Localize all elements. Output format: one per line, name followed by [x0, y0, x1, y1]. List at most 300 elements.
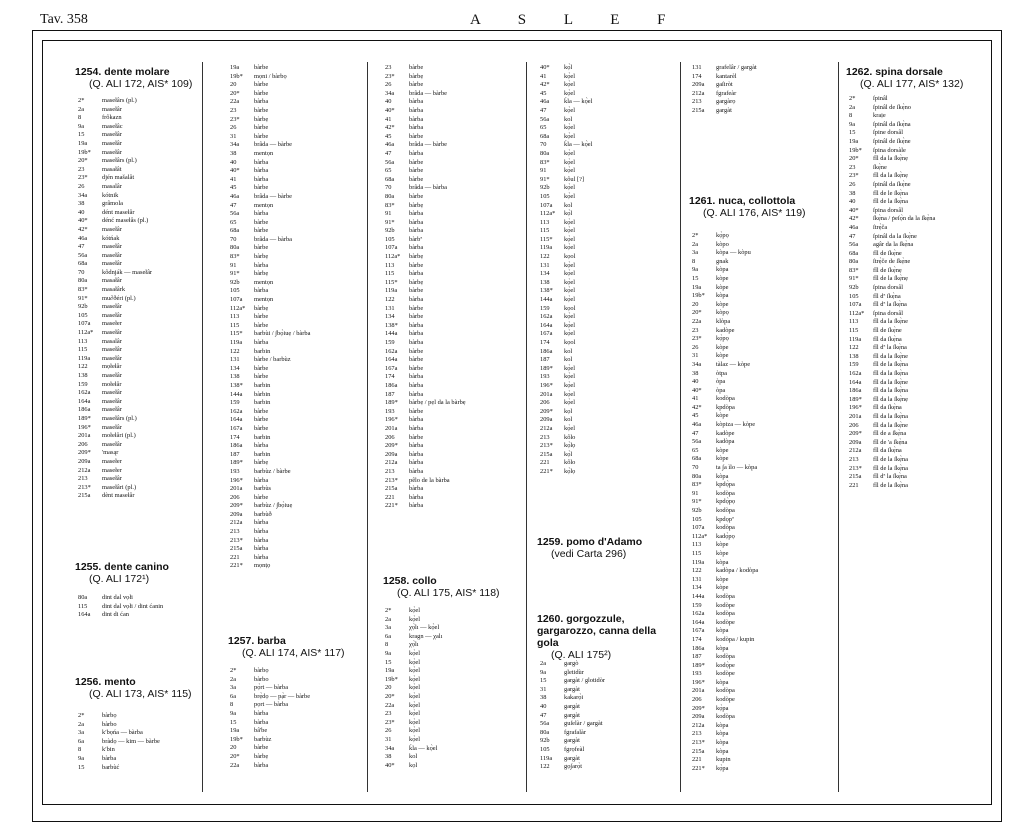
dialect-form: kol [564, 416, 573, 424]
dialect-form: bàrba [254, 98, 269, 106]
dialect-form: bàrbe [254, 124, 269, 132]
form-row [230, 296, 310, 305]
dialect-form: kọ̀el [564, 330, 576, 338]
locality-code: 189* [78, 414, 91, 422]
dialect-form: bàrbe [254, 106, 269, 114]
dialect-form: barbùs [254, 485, 272, 493]
locality-code: 40 [692, 378, 699, 386]
dialect-form: fîl dª la ſkẹ̀na [873, 301, 907, 309]
dialect-form: kol [564, 201, 573, 209]
locality-code: 212a [849, 447, 862, 455]
dialect-form: kọ̀el [564, 106, 576, 114]
dialect-form: kòpọ [716, 309, 729, 317]
locality-code: 15 [540, 677, 547, 685]
locality-code: 113 [540, 218, 550, 226]
form-row [692, 395, 758, 404]
dialect-form: pọrt — bàrba [254, 701, 289, 709]
dialect-form: masełâr [102, 311, 122, 319]
dialect-form: bàrbẹ [254, 459, 269, 467]
locality-code: 138 [540, 278, 550, 286]
locality-code: 212a [230, 519, 243, 527]
locality-code: 215a [692, 747, 705, 755]
entry-heading-1254 [75, 66, 192, 90]
dialect-form: kòpe [716, 584, 729, 592]
locality-code: 31 [230, 132, 237, 140]
dialect-form: kọ̀l [564, 64, 573, 71]
form-row [540, 296, 592, 305]
locality-code: 213 [230, 528, 240, 536]
locality-code: 189* [385, 399, 398, 407]
dialect-form: brâda — bàrbe [254, 141, 292, 149]
locality-code: 212a [692, 89, 705, 97]
form-row [540, 330, 592, 339]
dialect-form: bàrba [409, 373, 424, 381]
form-row [230, 141, 310, 150]
locality-code: 221* [230, 562, 243, 570]
form-row [78, 329, 152, 338]
locality-code: 119a [849, 335, 862, 343]
form-row [692, 670, 758, 679]
form-row [230, 210, 310, 219]
form-row [849, 344, 935, 353]
entry-1262-forms [849, 95, 935, 490]
form-row [230, 554, 310, 563]
form-row [540, 416, 592, 425]
form-row [385, 659, 442, 668]
dialect-form: bàrbª [409, 235, 423, 243]
locality-code: 2a [540, 660, 547, 667]
dialect-form: bàrbe [409, 347, 424, 355]
dialect-form: masalâr [102, 337, 122, 345]
locality-code: 19a [849, 137, 859, 145]
locality-code: 42* [692, 403, 702, 411]
dialect-form: mọnṭọ [254, 562, 271, 570]
form-row [849, 190, 935, 199]
locality-code: 91* [78, 294, 88, 302]
locality-code: 15 [385, 658, 392, 666]
locality-code: 107a [230, 296, 243, 304]
form-row [692, 679, 758, 688]
dialect-form: masałâr [102, 277, 122, 285]
locality-code: 221 [849, 481, 859, 489]
entry-1261-forms [692, 232, 758, 773]
locality-code: 68a [385, 175, 395, 183]
form-row [692, 387, 758, 396]
locality-code: 196* [78, 423, 91, 431]
form-row [385, 339, 466, 348]
form-row [385, 210, 466, 219]
dialect-form: òpa [716, 386, 726, 394]
form-row [78, 243, 152, 252]
dialect-form: bàrbe [254, 313, 269, 321]
form-row [540, 763, 605, 772]
locality-code: 46a [692, 421, 702, 429]
dialect-form: ſpinâl da ſkẹ̀ne [873, 180, 911, 188]
locality-code: 138* [230, 381, 243, 389]
form-row [78, 746, 160, 755]
dialect-form: mentọn [254, 278, 274, 286]
dialect-form: masełâr [102, 225, 122, 233]
form-row [385, 253, 466, 262]
locality-code: 65 [385, 167, 392, 175]
locality-code: 23 [385, 710, 392, 718]
dialect-form: kpdọ̀pa [716, 481, 735, 489]
entry-heading-1255 [75, 561, 169, 585]
dialect-form: fîl da la ſkẹ̀na [873, 387, 908, 395]
form-row [230, 416, 310, 425]
locality-code: 164a [540, 321, 553, 329]
entry-title: 1260. gorgozzule, gargarozzo, canna della gola [537, 613, 657, 649]
form-row [230, 90, 310, 99]
locality-code: 47 [540, 106, 547, 114]
form-row [230, 193, 310, 202]
dialect-form: bàrba [409, 115, 424, 123]
dialect-form: kantarèl [716, 72, 737, 80]
dialect-form: bàrba [254, 175, 269, 183]
locality-code: 34a [385, 89, 395, 97]
locality-code: 174 [692, 72, 702, 80]
dialect-form: masełâr [102, 148, 122, 156]
form-row [540, 746, 605, 755]
form-row [230, 339, 310, 348]
dialect-form: bàrba [254, 545, 269, 553]
locality-code: 65 [230, 218, 237, 226]
locality-code: 2a [849, 103, 856, 111]
dialect-form: òpa [716, 378, 726, 386]
dialect-form: kọ̀el [564, 227, 576, 235]
dialect-form: mentọn [254, 296, 274, 304]
dialect-form: kodọ̀pe [716, 661, 735, 669]
dialect-form: kọ̀el [564, 192, 576, 200]
form-row [385, 451, 466, 460]
dialect-form: fîl de la ſkẹ̀na [873, 455, 908, 463]
dialect-form: fîl da la ſkẹ̀na [873, 370, 908, 377]
form-row [78, 174, 152, 183]
form-row [230, 81, 310, 90]
dialect-form: kòpa [716, 678, 729, 686]
locality-code: 162a [78, 389, 91, 397]
dialect-form: fîl de la ſkẹ̀na [873, 198, 908, 206]
locality-code: 212a [540, 424, 553, 432]
form-row [230, 107, 310, 116]
form-row [78, 449, 152, 458]
form-row [385, 227, 466, 236]
locality-code: 115* [230, 330, 243, 338]
form-row [692, 550, 758, 559]
locality-code: 3a [230, 684, 237, 692]
locality-code: 131 [230, 356, 240, 364]
locality-code: 134 [692, 584, 702, 592]
form-row [540, 459, 592, 468]
form-row [385, 736, 442, 745]
form-row [692, 370, 758, 379]
locality-code: 80a [849, 258, 859, 266]
locality-code: 19a [230, 727, 240, 735]
form-row [385, 693, 442, 702]
form-row [692, 232, 758, 241]
dialect-form: barbùz / ∫bọ̀iuẹ [254, 502, 293, 510]
dialect-form: bàrba [409, 390, 424, 398]
dialect-form: fîl de la ſkẹ̀na [873, 361, 908, 369]
locality-code: 105 [78, 311, 88, 319]
form-row [230, 98, 310, 107]
dialect-form: kọol [564, 253, 576, 261]
column-divider [680, 62, 681, 792]
locality-code: 213* [78, 483, 91, 491]
form-row [78, 235, 152, 244]
form-row [230, 124, 310, 133]
dialect-form: kọ̀lọ [564, 467, 576, 475]
dialect-form: masełârs (pl.) [102, 97, 137, 104]
dialect-form: barbin [254, 347, 271, 355]
entry-title: 1255. dente canino [75, 561, 169, 573]
dialect-form: kodòpa [716, 653, 735, 661]
entry-reference: (Q. ALI 177, AIS* 132) [860, 78, 964, 90]
locality-code: 131 [385, 304, 395, 312]
locality-code: 134 [385, 313, 395, 321]
form-row [849, 121, 935, 130]
form-row [78, 603, 163, 612]
dialect-form: 'masąr [102, 449, 119, 457]
dialect-form: masełâr [102, 346, 122, 354]
form-row [230, 451, 310, 460]
entry-heading-1262 [846, 66, 963, 90]
dialect-form: bàrbe [254, 321, 269, 329]
locality-code: 144a [385, 330, 398, 338]
locality-code: 138* [540, 287, 553, 295]
locality-code: 115 [540, 227, 550, 235]
locality-code: 20* [849, 155, 859, 163]
form-row [78, 475, 152, 484]
locality-code: 144a [692, 592, 705, 600]
form-row [230, 736, 310, 745]
locality-code: 201a [78, 432, 91, 440]
dialect-form: bàrba [409, 98, 424, 106]
locality-code: 68a [692, 455, 702, 463]
locality-code: 91* [540, 175, 550, 183]
locality-code: 83* [692, 481, 702, 489]
locality-code: 45 [540, 89, 547, 97]
dialect-form: masełârs (pl.) [102, 414, 137, 422]
form-row [849, 361, 935, 370]
dialect-form: kadòpe [716, 326, 735, 334]
locality-code: 209a [230, 510, 243, 518]
locality-code: 31 [385, 735, 392, 743]
dialect-form: bàrba [102, 754, 117, 762]
locality-code: 41 [692, 395, 699, 403]
dialect-form: dènt masełâr [102, 492, 135, 500]
form-row [849, 224, 935, 233]
form-row [385, 745, 442, 754]
dialect-form: bàrba [409, 218, 424, 226]
form-row [692, 610, 758, 619]
locality-code: 22a [692, 317, 702, 325]
form-row [692, 292, 758, 301]
dialect-form: kọ̀el [409, 675, 421, 683]
form-row [540, 677, 605, 686]
form-row [540, 227, 592, 236]
dialect-form: bàrbe [409, 313, 424, 321]
locality-code: 46a [540, 98, 550, 106]
form-row [230, 133, 310, 142]
entry-heading-1261 [689, 195, 806, 219]
locality-code: 22a [230, 98, 240, 106]
form-row [78, 712, 160, 721]
locality-code: 159 [692, 601, 702, 609]
dialect-form: bàrbe [254, 89, 269, 97]
form-row [540, 737, 605, 746]
form-row [849, 430, 935, 439]
dialect-form: barbùð [254, 510, 272, 518]
dialect-form: bàrba [254, 519, 269, 527]
dialect-form: kòpe [716, 412, 729, 420]
locality-code: 3a [385, 624, 392, 632]
entry-heading-1258 [383, 575, 500, 599]
dialect-form: kọ̀el [409, 735, 421, 743]
dialect-form: kòpa — kòpu [716, 249, 751, 257]
locality-code: 22a [385, 701, 395, 709]
locality-code: 2* [692, 232, 699, 239]
locality-code: 119a [78, 354, 91, 362]
form-row [692, 516, 758, 525]
dialect-form: kodòpe [716, 601, 735, 609]
entry-title: 1261. nuca, collottola [689, 195, 796, 207]
dialect-form: fîl de la ſkẹ̀na [873, 481, 908, 489]
locality-code: 40 [385, 98, 392, 106]
locality-code: 34a [230, 141, 240, 149]
locality-code: 8 [230, 701, 234, 709]
locality-code: 112a* [78, 329, 94, 337]
dialect-form: ſpina dorsâl [873, 284, 903, 292]
entry-heading-1256 [75, 676, 192, 700]
form-row [692, 266, 758, 275]
locality-code: 23* [849, 172, 859, 180]
form-row [692, 455, 758, 464]
dialect-form: bàrba [409, 321, 424, 329]
form-row [849, 387, 935, 396]
form-row [692, 241, 758, 250]
form-row [230, 391, 310, 400]
locality-code: 119a [692, 558, 705, 566]
form-row [692, 602, 758, 611]
locality-code: 113 [230, 313, 240, 321]
locality-code: 91 [230, 261, 237, 269]
form-row [540, 262, 592, 271]
form-row [540, 244, 592, 253]
locality-code: 91 [540, 167, 547, 175]
form-row [692, 653, 758, 662]
form-row [78, 432, 152, 441]
form-row [230, 313, 310, 322]
form-row [385, 90, 466, 99]
entry-1254-forms [78, 97, 152, 501]
form-row [849, 198, 935, 207]
dialect-form: guſelàr / gargàt [564, 720, 603, 728]
form-row [540, 703, 605, 712]
locality-code: 80a [78, 277, 88, 285]
form-row [849, 447, 935, 456]
form-row [230, 330, 310, 339]
form-row [230, 744, 310, 753]
dialect-form: kọ̀el [409, 607, 421, 614]
locality-code: 105 [692, 515, 702, 523]
form-row [540, 373, 592, 382]
dialect-form: kòpa [716, 644, 729, 652]
dialect-form: gargàt [564, 711, 580, 719]
form-row [230, 494, 310, 503]
dialect-form: kọ̀el [409, 710, 421, 718]
form-row [230, 684, 310, 693]
locality-code: 40* [385, 106, 395, 114]
form-row [540, 712, 605, 721]
dialect-form: kọ̀el [564, 373, 576, 381]
dialect-form: bàrbe [254, 227, 269, 235]
dialect-form: kodòpa / kupin [716, 635, 755, 643]
form-row [78, 260, 152, 269]
locality-code: 174 [230, 433, 240, 441]
dialect-form: kọol [564, 339, 576, 346]
locality-code: 34a [78, 191, 88, 199]
dialect-form: ſkẹ̀na / ṗeſọ̀n da la ſkẹ̀na [873, 215, 936, 223]
locality-code: 83* [230, 253, 240, 261]
dialect-form: barbin [254, 433, 271, 441]
dialect-form: barbùi / ∫bọ̀iuẹ / bàrba [254, 330, 311, 338]
form-row [849, 318, 935, 327]
form-row [78, 458, 152, 467]
dialect-form: kótńak [102, 234, 120, 242]
dialect-form: bàrba [409, 330, 424, 338]
dialect-form: gọ∫arọ̀t [564, 763, 583, 771]
form-row [385, 477, 466, 486]
locality-code: 23 [849, 163, 856, 171]
locality-code: 40* [692, 386, 702, 394]
locality-code: 206 [230, 493, 240, 501]
dialect-form: gargàrọ [716, 98, 736, 106]
form-row [385, 684, 442, 693]
form-row [385, 124, 466, 133]
locality-code: 19b* [230, 72, 243, 80]
locality-code: 91* [692, 498, 702, 506]
locality-code: 23* [692, 335, 702, 343]
dialect-form: kol [564, 356, 573, 364]
locality-code: 40* [849, 206, 859, 214]
locality-code: 20* [385, 692, 395, 700]
dialect-form: bàrba [254, 167, 269, 175]
locality-code: 15 [78, 131, 85, 139]
form-row [78, 467, 152, 476]
form-row [692, 275, 758, 284]
dialect-form: fîl da la ſkẹ̀nẹ [873, 155, 908, 163]
locality-code: 159 [385, 339, 395, 346]
locality-code: 92b [692, 507, 702, 514]
form-row [78, 415, 152, 424]
form-row [78, 209, 152, 218]
locality-code: 65 [540, 124, 547, 132]
form-row [385, 262, 466, 271]
form-row [692, 64, 757, 73]
dialect-form: kọ̀el [564, 287, 576, 295]
locality-code: 38 [78, 200, 85, 208]
dialect-form: bàrbe [254, 493, 269, 501]
form-row [692, 327, 758, 336]
locality-code: 40 [849, 198, 856, 206]
dialect-form: kọ̀el [564, 278, 576, 286]
locality-code: 22a [230, 761, 240, 769]
dialect-form: kadòpa / kodòpa [716, 567, 759, 575]
dialect-form: fîl da la ſkẹ̀ne [873, 352, 908, 360]
dialect-form: masełer [102, 466, 122, 474]
locality-code: 23 [385, 64, 392, 71]
